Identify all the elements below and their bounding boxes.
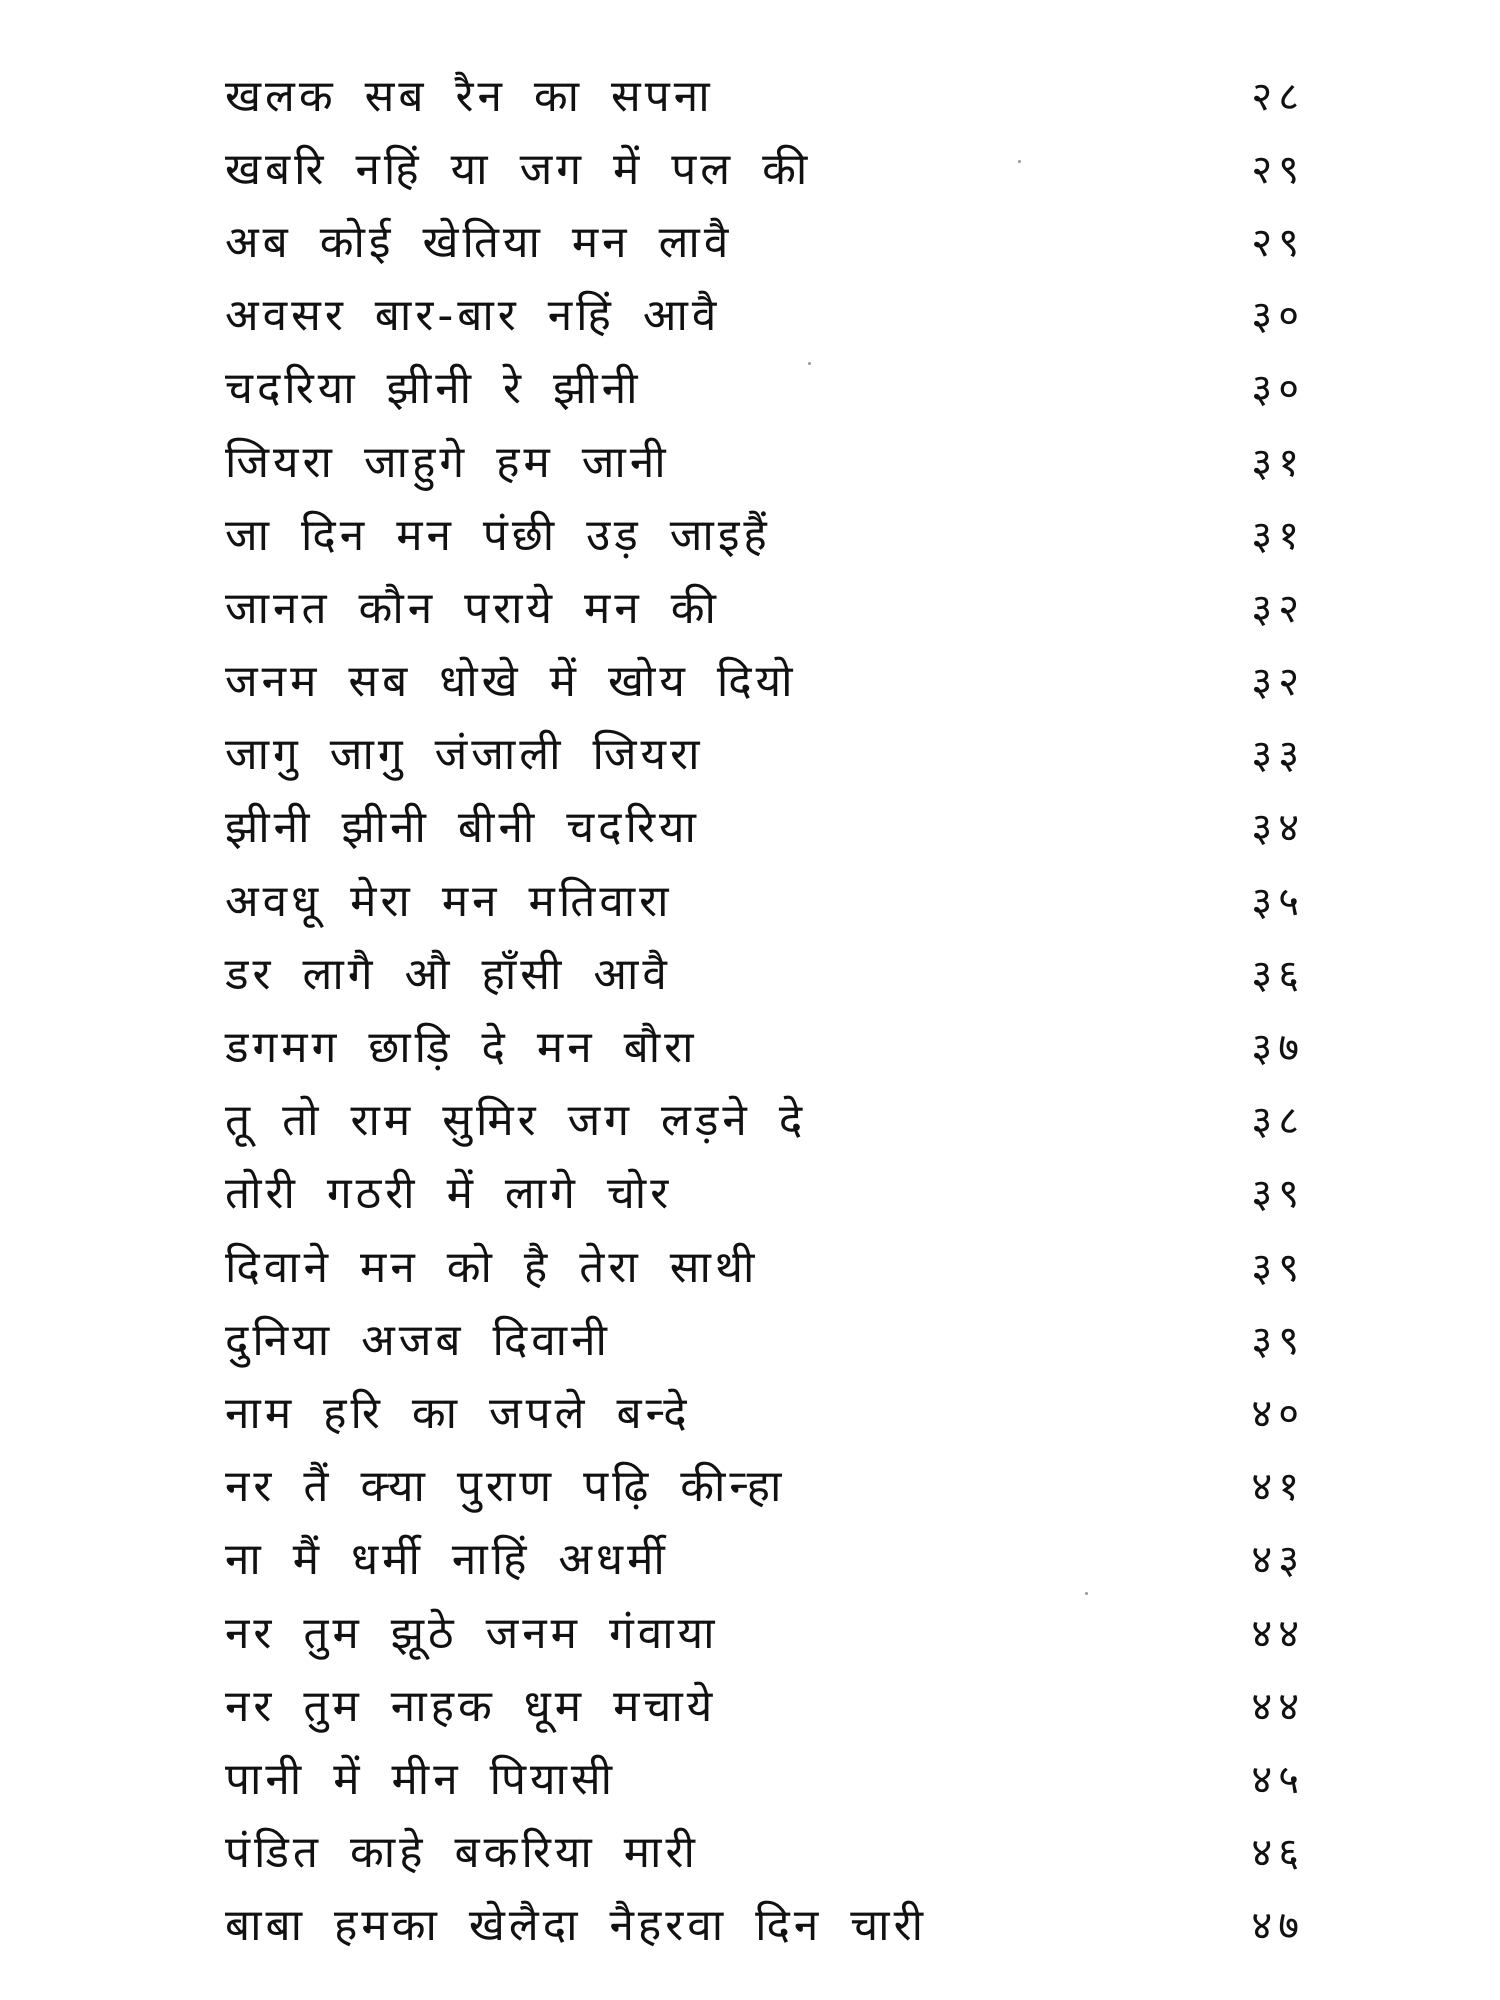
toc-entry [225,353,1305,426]
toc-entry [225,646,1305,719]
toc-entry-title: डर लागै औ हाँसी आवै [225,948,671,1000]
toc-entry-page-number: ३२ [1251,659,1305,706]
toc-entry-title: जनम सब धोखे में खोय दियो [225,656,797,708]
toc-entry-page-number: ४४ [1251,1610,1305,1657]
toc-entry-page-number: ४४ [1251,1683,1305,1730]
toc-entry-page-number: ३८ [1251,1098,1305,1145]
toc-entry-title: जानत कौन पराये मन की [225,582,720,634]
toc-entry-page-number: २९ [1251,146,1305,193]
toc-entry-title: जा दिन मन पंछी उड़ जाइहैं [225,509,771,561]
toc-entry-title: चदरिया झीनी रे झीनी [225,363,642,415]
toc-entry-page-number: ३३ [1251,732,1305,779]
toc-entry-title: जियरा जाहुगे हम जानी [225,436,670,488]
toc-entry-page-number: ४१ [1251,1464,1305,1511]
toc-entry-page-number: ३९ [1251,1171,1305,1218]
toc-entry-page-number: ३० [1251,366,1305,413]
toc-entry-title: बाबा हमका खेलैदा नैहरवा दिन चारी [225,1900,927,1952]
toc-entry-page-number: ४७ [1251,1903,1305,1950]
toc-entry [225,133,1305,206]
toc-entry-title: पानी में मीन पियासी [225,1753,617,1805]
toc-entry-title: झीनी झीनी बीनी चदरिया [225,802,700,854]
toc-entry [225,1451,1305,1524]
toc-entry [225,1524,1305,1597]
toc-entry [225,280,1305,353]
toc-entry-page-number: ३४ [1251,805,1305,852]
toc-entry-title: नर तैं क्या पुराण पढ़ि कीन्हा [225,1461,786,1513]
toc-entry-page-number: ३७ [1251,1025,1305,1072]
toc-entry [225,426,1305,499]
toc-entry-page-number: ३१ [1251,439,1305,486]
table-of-contents [225,60,1305,1963]
toc-entry [225,792,1305,865]
toc-entry-page-number: ३१ [1251,512,1305,559]
toc-entry-page-number: ३६ [1251,951,1305,998]
toc-entry [225,1158,1305,1231]
toc-entry [225,1817,1305,1890]
toc-entry-title: दिवाने मन को है तेरा साथी [225,1241,759,1293]
toc-entry-title: दुनिया अजब दिवानी [225,1314,611,1366]
toc-entry [225,1085,1305,1158]
toc-entry-page-number: ३९ [1251,1244,1305,1291]
toc-entry-page-number: ४५ [1251,1756,1305,1803]
toc-entry-page-number: ४३ [1251,1537,1305,1584]
toc-entry [225,572,1305,645]
toc-entry-title: डगमग छाड़ि दे मन बौरा [225,1022,698,1074]
toc-entry [225,1890,1305,1963]
toc-entry-page-number: ३० [1251,293,1305,340]
toc-entry-title: खलक सब रैन का सपना [225,70,714,122]
toc-entry-page-number: ३५ [1251,878,1305,925]
toc-entry-page-number: ४६ [1251,1830,1305,1877]
toc-entry [225,206,1305,279]
toc-entry-title: तोरी गठरी में लागे चोर [225,1168,673,1220]
toc-entry [225,1377,1305,1450]
toc-entry-page-number: २८ [1251,73,1305,120]
toc-entry [225,60,1305,133]
toc-entry [225,719,1305,792]
toc-entry [225,1011,1305,1084]
toc-entry-title: ना मैं धर्मी नाहिं अधर्मी [225,1534,669,1586]
print-speck [1018,160,1021,163]
toc-entry-title: जागु जागु जंजाली जियरा [225,729,704,781]
toc-entry-title: अवधू मेरा मन मतिवारा [225,875,673,927]
toc-entry [225,1743,1305,1816]
toc-entry-title: अब कोई खेतिया मन लावै [225,216,733,268]
toc-entry-title: खबरि नहिं या जग में पल की [225,143,812,195]
toc-entry-page-number: ३२ [1251,585,1305,632]
toc-entry [225,1304,1305,1377]
toc-entry [225,1231,1305,1304]
toc-entry [225,1670,1305,1743]
toc-entry-page-number: २९ [1251,219,1305,266]
toc-entry [225,1597,1305,1670]
toc-entry [225,938,1305,1011]
toc-entry-page-number: ३९ [1251,1317,1305,1364]
toc-entry-title: अवसर बार-बार नहिं आवै [225,290,721,342]
print-speck [808,362,811,365]
toc-entry-title: पंडित काहे बकरिया मारी [225,1827,699,1879]
toc-entry-title: नर तुम झूठे जनम गंवाया [225,1607,719,1659]
toc-entry-title: तू तो राम सुमिर जग लड़ने दे [225,1095,807,1147]
toc-entry-title: नर तुम नाहक धूम मचाये [225,1680,717,1732]
print-speck [1085,1592,1088,1595]
toc-entry [225,499,1305,572]
toc-entry-page-number: ४० [1251,1390,1305,1437]
toc-entry [225,865,1305,938]
toc-entry-title: नाम हरि का जपले बन्दे [225,1387,691,1439]
